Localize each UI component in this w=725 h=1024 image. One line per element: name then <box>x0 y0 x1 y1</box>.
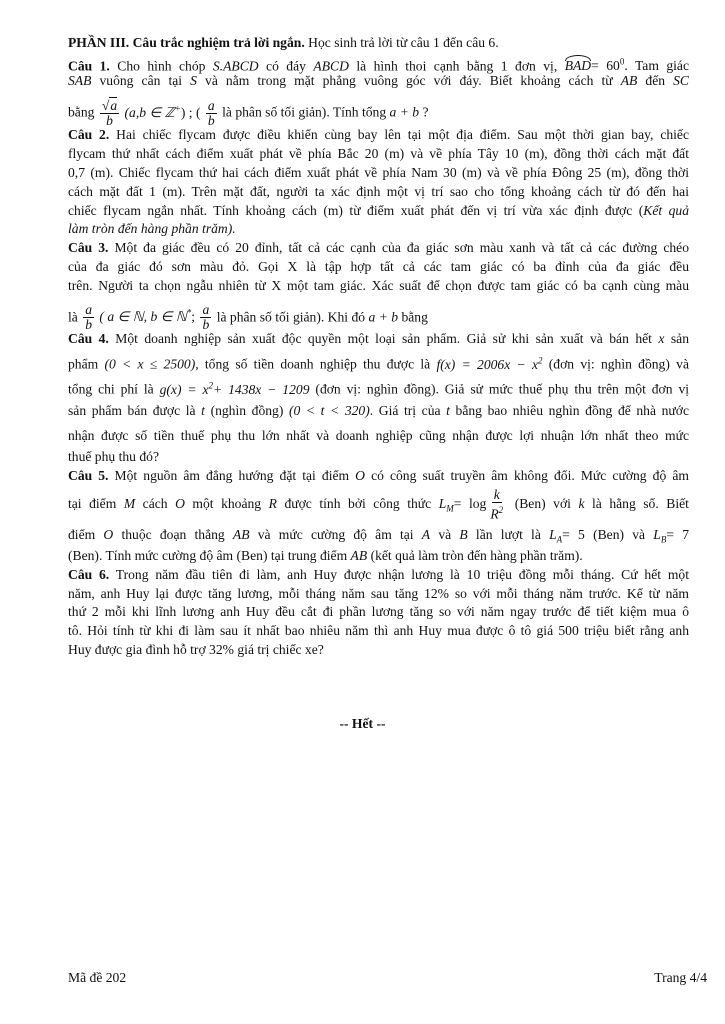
q5-line-3 <box>68 522 689 547</box>
q4-line-1 <box>68 330 689 349</box>
q3-line-2: của đa giác đó sơn màu đỏ. Gọi X là tập hợp tất cả các tam giác có ba đỉnh của đa giác đều <box>68 258 689 274</box>
q1-line-2 <box>68 72 689 91</box>
q1-text: là phân số tối giản). Tính tổng <box>222 104 387 120</box>
q1-line-1 <box>68 53 689 72</box>
q1-condition: (a,b ∈ ℤ+) ; ( <box>124 103 201 120</box>
q6-line-4: tô. Hỏi tính từ khi đi làm sau ít nhất bao nhiêu năm thì anh Huy mua được ô tô giá 500 triệu biết rằng anh <box>68 623 689 639</box>
q5-LB: $L_B= 7$ <box>653 526 690 545</box>
q3-text: là phân số tối giản). Khi đó <box>216 309 366 325</box>
q2-italic-end: làm tròn đến hàng phần trăm). <box>68 221 236 237</box>
q5-math: M <box>123 495 136 511</box>
q6-line-1 <box>68 566 689 585</box>
q5-math: O <box>355 468 365 484</box>
q1-label: Câu 1. <box>68 58 110 74</box>
q1-math: AB <box>620 72 638 88</box>
q1-denominator: b <box>106 113 113 129</box>
q2-line-4: cách mặt đất 1 (m). Trên mặt đất, người ta xác định một vị trí sao cho tổng khoảng cách từ đó đến hai <box>68 183 689 199</box>
q5-text: được tính bởi công thức <box>284 495 432 511</box>
q3-text: Một đa giác đều có 20 đỉnh, tất cả các cạnh của đa giác sơn màu xanh và tất cả các đường chéo <box>114 240 689 256</box>
page-number: Trang 4/4 <box>654 970 707 985</box>
q5-line-1 <box>68 467 689 486</box>
q5-math: O <box>103 526 114 542</box>
q5-text: Một nguồn âm đẳng hướng đặt tại điểm <box>114 468 350 484</box>
q4-line-4 <box>68 398 689 423</box>
q3-label: Câu 3. <box>68 240 109 256</box>
q5-text: lần lượt là <box>475 526 541 542</box>
q1-sum: a + b <box>389 104 420 120</box>
q5-math: A <box>421 526 431 542</box>
end-mark: -- Hết -- <box>339 716 386 731</box>
q1-math: ABCD <box>313 58 349 74</box>
q1-text: đến <box>645 72 666 88</box>
q4-text: bằng bao nhiêu nghìn đồng để nhà nước <box>455 403 690 419</box>
q4-text: (đơn vị: nghìn đồng). Giả sử mức thuế phụ thu trên một đơn vị <box>315 381 690 397</box>
q1-text: bằng <box>68 104 95 120</box>
q4-line-3 <box>68 373 689 398</box>
q5-text: và <box>438 526 452 542</box>
q5-math: AB <box>350 547 368 563</box>
q4-label: Câu 4. <box>68 330 109 346</box>
q5-math: k <box>578 495 585 511</box>
q4-text: tổng chi phí là <box>68 381 154 397</box>
q4-text: . Giá trị của <box>369 403 441 419</box>
q4-text: sản <box>670 330 690 346</box>
q5-text: là hằng số. Biết <box>592 495 689 511</box>
q1-sqrt-arg: a <box>110 98 118 114</box>
q5-math: B <box>459 526 468 542</box>
q4-math: t <box>201 403 205 419</box>
q5-text: điểm <box>68 526 96 542</box>
q5-label: Câu 5. <box>68 468 109 484</box>
q1-math: S <box>190 72 197 88</box>
q5-text: và mức cường độ âm tại <box>257 526 414 542</box>
q2-text: chiếc flycam ngắn nhất. Tính khoảng cách (m) từ điểm xuất phát đến vị trí vừa xác định được ( <box>68 202 644 218</box>
q2-line-6 <box>68 220 689 239</box>
q5-text: có công suất truyền âm không đổi. Mức cường độ âm <box>371 468 689 484</box>
q3-line-4 <box>68 296 689 333</box>
exam-code: Mã đề 202 <box>68 970 127 985</box>
q6-line-5: Huy được gia đình hỗ trợ 32% giá trị chiếc xe? <box>68 641 324 657</box>
q4-text: (nghìn đồng) <box>210 403 284 419</box>
q2-line-5 <box>68 202 689 221</box>
section-header <box>68 34 689 53</box>
q5-text: cách <box>142 495 168 511</box>
q3-condition: ( a ∈ ℕ, b ∈ ℕ*; <box>99 307 196 325</box>
q4-math: x <box>658 330 665 346</box>
q6-line-3: thứ 2 mỗi khi lĩnh lương anh Huy đều cắt đi phần lương tăng so với năm ngay trước để tiết kiệm mua ô <box>68 604 689 620</box>
q4-line-2 <box>68 348 689 373</box>
q1-angle: BAD <box>565 57 591 76</box>
q3-sum: a + b <box>368 309 399 325</box>
q5-text: thuộc đoạn thẳng <box>121 526 225 542</box>
q4-range-t: (0 < t < 320) <box>288 403 370 419</box>
q5-text: (kết quả làm tròn đến hàng phần trăm). <box>370 547 583 563</box>
q5-text: (Ben). Tính mức cường độ âm (Ben) tại trung điểm <box>68 547 348 563</box>
q3-text: bằng <box>401 309 428 325</box>
exam-content <box>68 34 689 660</box>
q5-text: một khoảng <box>192 495 262 511</box>
q5-line-4 <box>68 547 689 566</box>
q1-text: là hình thoi cạnh bằng 1 đơn vị, <box>356 58 558 74</box>
q1-angle-deg: 0 <box>619 56 625 67</box>
q1-angle-eq: = 60 <box>591 58 620 74</box>
q1-sqrt-fraction: $\frac{√a}{b}$ <box>101 98 118 129</box>
q4-math: t <box>446 403 450 419</box>
q1-text: và nằm trong mặt phẳng vuông góc với đáy. Biết khoảng cách từ <box>205 72 613 88</box>
q2-label: Câu 2. <box>68 127 110 143</box>
q5-math: R <box>268 495 277 511</box>
q5-text: tại điểm <box>68 495 117 511</box>
q4-revenue-fn: $f(x) = 2006x - x^2$ <box>436 355 543 372</box>
q1-fraction: $\frac{a}{b}$ <box>207 98 215 129</box>
q1-math: SAB <box>68 72 92 88</box>
q5-formula: $L_M= \log$ $\frac{k}{R^2}$ <box>438 487 504 522</box>
q3-line-1 <box>68 239 689 258</box>
q5-math: O <box>175 495 185 511</box>
q1-text: . Tam giác <box>624 58 689 74</box>
q3-text: là <box>68 309 78 325</box>
q3-line-3: trên. Người ta chọn ngẫu nhiên từ X một tam giác. Xác suất để chọn được tam giác có ba cạnh cùng màu <box>68 277 689 293</box>
q1-text: vuông cân tại <box>99 72 183 88</box>
q5-text: (Ben) với <box>514 495 571 511</box>
q3-fraction-2: $\frac{a}{b}$ <box>202 302 210 333</box>
q6-line-2: năm, anh Huy lại được tăng lương, mỗi tháng năm sau tăng 12% so với mỗi tháng năm trước. Kể từ năm <box>68 585 689 601</box>
q5-line-2 <box>68 486 689 522</box>
q5-LA: $L_A= 5$ <box>549 526 585 545</box>
q2-line-2: flycam thứ nhất cách điểm xuất phát về phía Bắc 20 (m) và về phía Tây 10 (m), đồng thời cách mặt đất <box>68 146 689 162</box>
q4-line-6: thuế phụ thu đó? <box>68 449 159 465</box>
q2-text: Hai chiếc flycam được điều khiển cùng bay lên tại một địa điểm. Sau một thời gian bay, chiếc <box>116 127 689 143</box>
q4-text: sản phẩm bán được là <box>68 403 196 419</box>
q4-text: , tổng số tiền doanh nghiệp thu được là <box>195 356 431 372</box>
q4-line-5: nhận được số tiền thuế phụ thu lớn nhất và doanh nghiệp cũng nhận được lợi nhuận lớn nhất theo mức <box>68 428 689 444</box>
q4-cost-fn: $g(x) = x^2+ 1438x - 1209$ <box>159 380 310 397</box>
q2-line-3: 0,7 (m). Chiếc flycam thứ hai cách điểm xuất phát về phía Nam 30 (m) và về phía Đông 25 (m), đồng thời <box>68 164 689 180</box>
q6-label: Câu 6. <box>68 566 110 582</box>
section-title: PHẦN III. Câu trắc nghiệm trả lời ngắn. <box>68 35 305 50</box>
q2-line-1 <box>68 126 689 145</box>
page-footer <box>68 970 707 986</box>
q2-italic: Kết quả <box>643 202 689 218</box>
q5-math: AB <box>232 526 250 542</box>
q1-qmark: ? <box>422 104 429 120</box>
q1-math: S.ABCD <box>212 58 259 74</box>
q4-text: (đơn vị: nghìn đồng) và <box>548 356 689 372</box>
q4-text: phẩm <box>68 356 99 372</box>
q5-text: (Ben) và <box>593 526 646 542</box>
q4-range-x: (0 < x ≤ 2500) <box>104 356 196 372</box>
q1-text: Cho hình chóp <box>117 58 206 74</box>
q3-fraction: $\frac{a}{b}$ <box>85 302 93 333</box>
q4-text: Một doanh nghiệp sản xuất độc quyền một loại sản phẩm. Giả sử khi sản xuất và bán hết <box>115 330 652 346</box>
q1-text: có đáy <box>266 58 306 74</box>
q1-line-3 <box>68 90 689 129</box>
q6-text: Trong năm đầu tiên đi làm, anh Huy được nhận lương là 10 triệu đồng mỗi tháng. Cứ hết một <box>115 566 689 582</box>
q1-math: SC <box>673 72 689 88</box>
section-instruction: Học sinh trả lời từ câu 1 đến câu 6. <box>308 35 499 50</box>
